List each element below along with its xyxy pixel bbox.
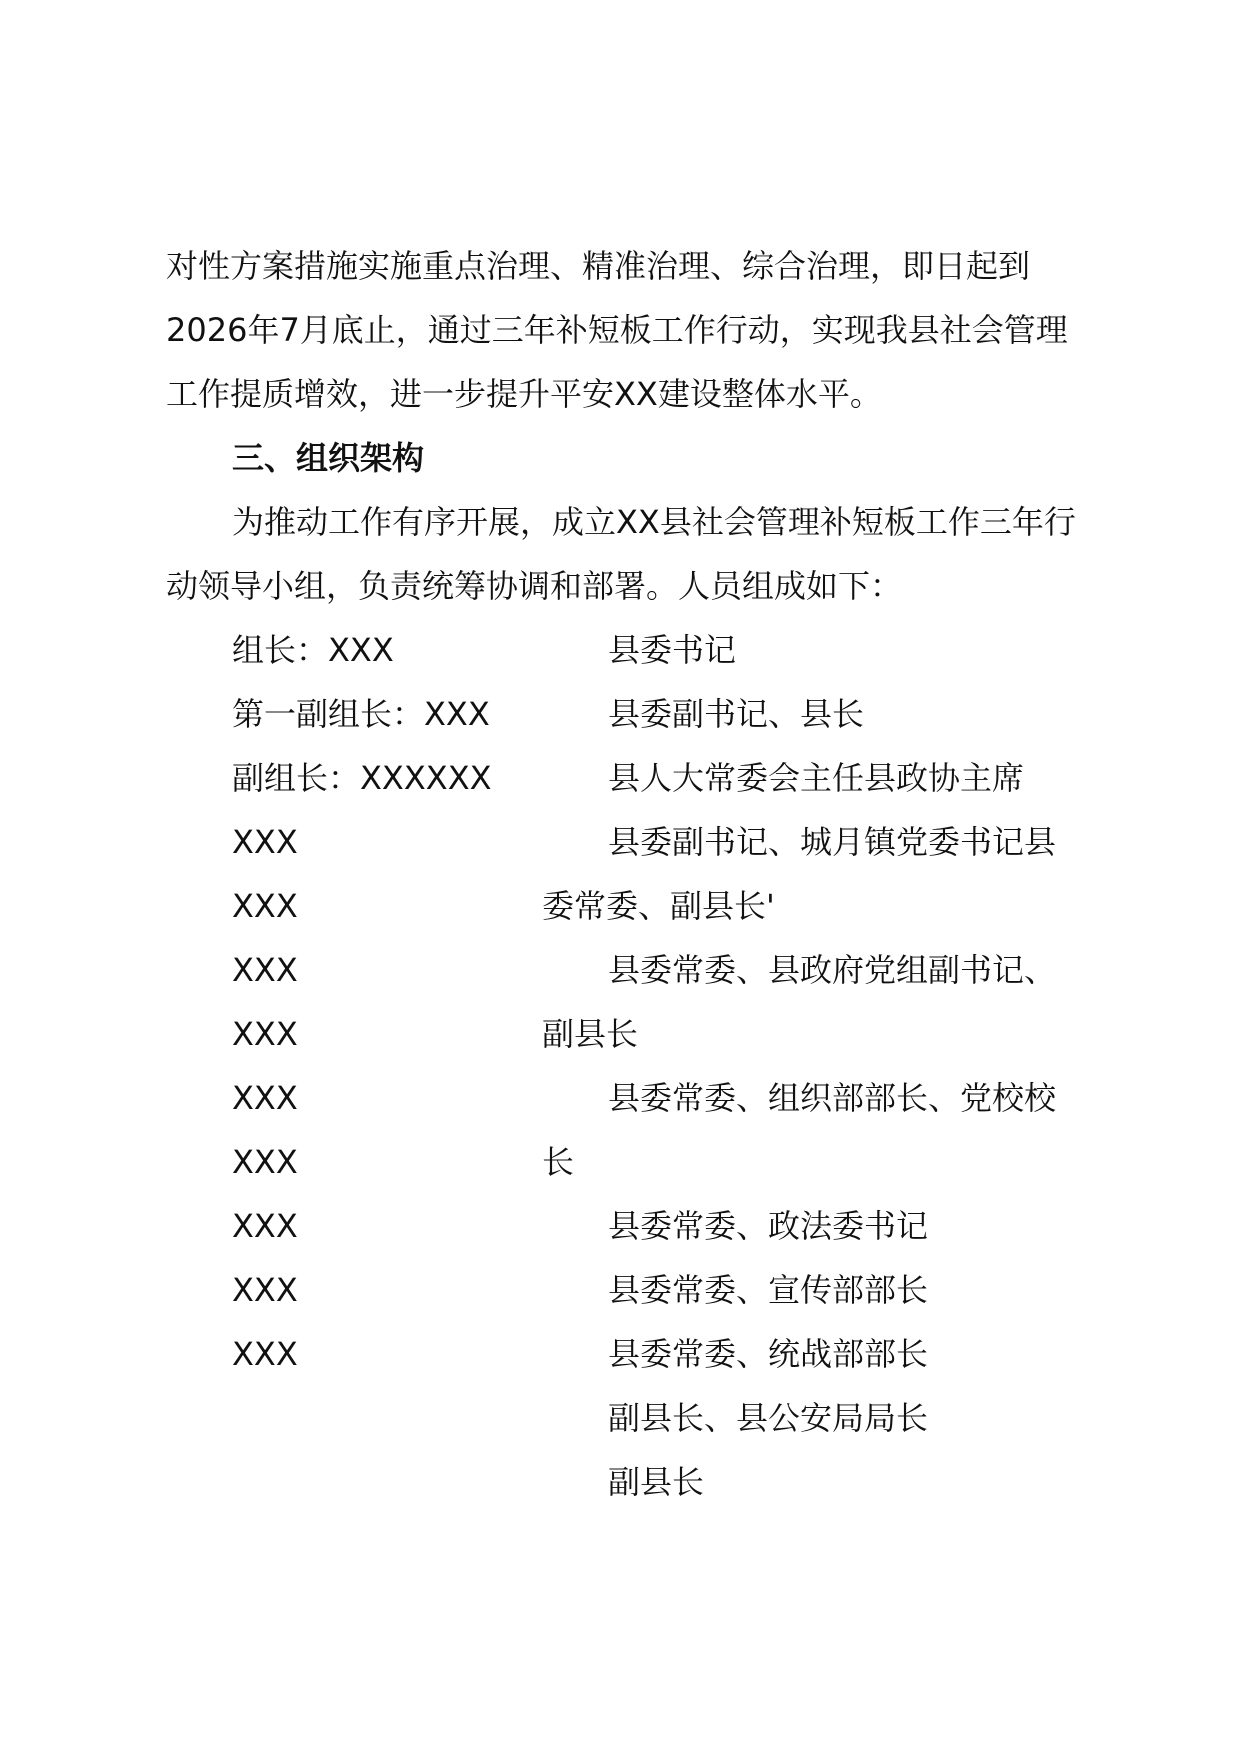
org-line-2: 动领导小组，负责统筹协调和部署。人员组成如下： xyxy=(166,567,903,605)
member-name: XXX xyxy=(232,951,298,989)
member-name: XXX xyxy=(232,823,298,861)
member-position: 县委副书记、县长 xyxy=(608,695,865,733)
member-name: XXX xyxy=(232,1335,298,1373)
member-name: XXX xyxy=(232,1207,298,1245)
member-name: XXX xyxy=(232,887,298,925)
member-position: 县委副书记、城月镇党委书记县 xyxy=(608,823,1057,861)
member-position: 县委常委、政法委书记 xyxy=(608,1207,929,1245)
member-position: 副县长 xyxy=(608,1463,705,1501)
org-line-1: 为推动工作有序开展，成立XX县社会管理补短板工作三年行 xyxy=(232,503,1076,541)
member-position: 委常委、副县长' xyxy=(542,887,775,925)
section-heading: 三、组织架构 xyxy=(232,439,425,477)
intro-line-2: 2026年7月底止，通过三年补短板工作行动，实现我县社会管理 xyxy=(166,311,1068,349)
member-name: XXX xyxy=(232,1143,298,1181)
member-name: 副组长：XXXXXX xyxy=(232,759,492,797)
member-position: 县人大常委会主任县政协主席 xyxy=(608,759,1025,797)
member-position: 副县长、县公安局局长 xyxy=(608,1399,929,1437)
member-position: 副县长 xyxy=(542,1015,639,1053)
member-position: 县委常委、统战部部长 xyxy=(608,1335,929,1373)
member-name: XXX xyxy=(232,1015,298,1053)
intro-line-3: 工作提质增效，进一步提升平安XX建设整体水平。 xyxy=(166,375,882,413)
member-position: 县委常委、宣传部部长 xyxy=(608,1271,929,1309)
member-name: 第一副组长：XXX xyxy=(232,695,490,733)
member-name: XXX xyxy=(232,1271,298,1309)
member-position: 县委常委、县政府党组副书记、 xyxy=(608,951,1057,989)
member-name: 组长：XXX xyxy=(232,631,394,669)
member-position: 县委常委、组织部部长、党校校 xyxy=(608,1079,1057,1117)
member-position: 县委书记 xyxy=(608,631,737,669)
member-position: 长 xyxy=(542,1143,575,1181)
intro-line-1: 对性方案措施实施重点治理、精准治理、综合治理，即日起到 xyxy=(166,247,1031,285)
member-name: XXX xyxy=(232,1079,298,1117)
